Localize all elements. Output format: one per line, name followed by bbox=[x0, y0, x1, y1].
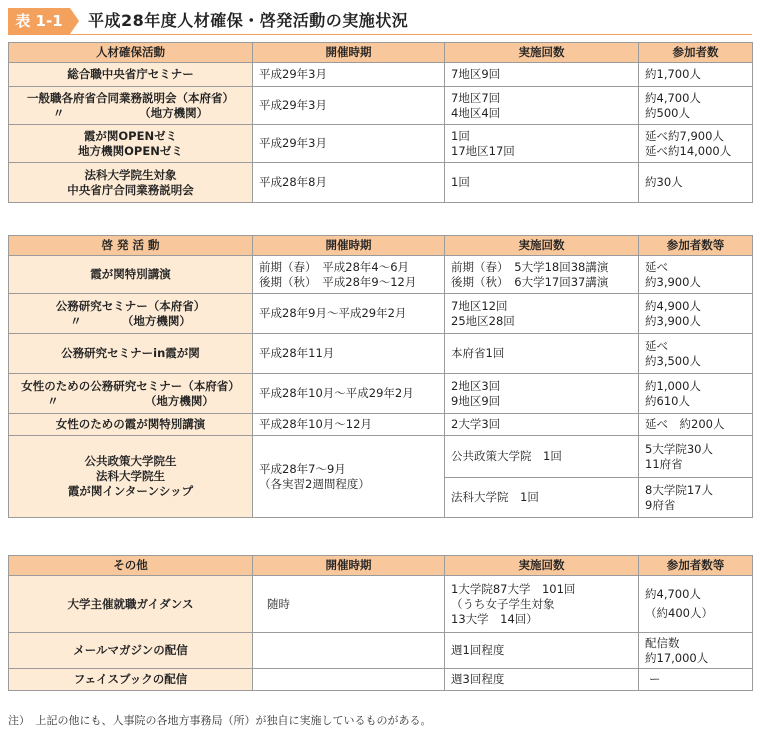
header-underline bbox=[8, 34, 752, 35]
count-cell: 1回 17地区17回 bbox=[445, 125, 639, 163]
participants-cell: 延べ 約3,900人 bbox=[639, 256, 753, 294]
activity-name: 公務研究セミナーin霞が関 bbox=[9, 334, 253, 374]
period-cell: 平成29年3月 bbox=[253, 87, 445, 125]
period-cell: 平成28年10月〜12月 bbox=[253, 414, 445, 436]
period-cell: 随時 bbox=[253, 576, 445, 633]
period-cell: 平成28年9月〜平成29年2月 bbox=[253, 294, 445, 334]
participants-cell: 約4,700人 （約400人） bbox=[639, 576, 753, 633]
count-cell: 法科大学院 1回 bbox=[445, 478, 639, 518]
table-row bbox=[9, 436, 753, 478]
table-row bbox=[9, 163, 753, 203]
participants-cell: 約4,900人 約3,900人 bbox=[639, 294, 753, 334]
table-row bbox=[9, 125, 753, 163]
col-header-count: 実施回数 bbox=[445, 236, 639, 256]
table-row bbox=[9, 334, 753, 374]
awareness-table bbox=[8, 235, 753, 518]
table-row bbox=[9, 414, 753, 436]
col-header-count: 実施回数 bbox=[445, 43, 639, 63]
table-row bbox=[9, 633, 753, 669]
participants-cell: 配信数 約17,000人 bbox=[639, 633, 753, 669]
col-header-period: 開催時期 bbox=[253, 556, 445, 576]
col-header-activity: その他 bbox=[9, 556, 253, 576]
participants-cell: 約1,700人 bbox=[639, 63, 753, 87]
col-header-participants: 参加者数等 bbox=[639, 556, 753, 576]
activity-name: 法科大学院生対象 中央省庁合同業務説明会 bbox=[9, 163, 253, 203]
activity-name: 女性のための公務研究セミナー（本府省） 〃 （地方機関） bbox=[9, 374, 253, 414]
activity-name: 公務研究セミナー（本府省） 〃 （地方機関） bbox=[9, 294, 253, 334]
activity-name: 霞が関特別講演 bbox=[9, 256, 253, 294]
footnote: 注） 上記の他にも、人事院の各地方事務局（所）が独自に実施しているものがある。 bbox=[8, 714, 432, 727]
count-cell: 1回 bbox=[445, 163, 639, 203]
count-cell: 週1回程度 bbox=[445, 633, 639, 669]
activity-name: 大学主催就職ガイダンス bbox=[9, 576, 253, 633]
period-cell: 平成28年7〜9月 （各実習2週間程度） bbox=[253, 436, 445, 518]
table-row bbox=[9, 87, 753, 125]
other-table bbox=[8, 555, 753, 691]
activity-name: 女性のための霞が関特別講演 bbox=[9, 414, 253, 436]
count-cell: 7地区12回 25地区28回 bbox=[445, 294, 639, 334]
count-cell: 7地区7回 4地区4回 bbox=[445, 87, 639, 125]
count-cell: 本府省1回 bbox=[445, 334, 639, 374]
count-cell: 公共政策大学院 1回 bbox=[445, 436, 639, 478]
activity-name: 総合職中央省庁セミナー bbox=[9, 63, 253, 87]
table-row bbox=[9, 576, 753, 633]
count-cell: 7地区9回 bbox=[445, 63, 639, 87]
col-header-activity: 人材確保活動 bbox=[9, 43, 253, 63]
participants-cell: 約30人 bbox=[639, 163, 753, 203]
activity-name: 公共政策大学院生 法科大学院生 霞が関インターンシップ bbox=[9, 436, 253, 518]
period-cell: 平成28年8月 bbox=[253, 163, 445, 203]
participants-cell: 8大学院17人 9府省 bbox=[639, 478, 753, 518]
col-header-participants: 参加者数等 bbox=[639, 236, 753, 256]
period-cell bbox=[253, 633, 445, 669]
table-row bbox=[9, 294, 753, 334]
participants-cell: 延べ 約3,500人 bbox=[639, 334, 753, 374]
period-cell: 平成28年10月〜平成29年2月 bbox=[253, 374, 445, 414]
activity-name: 霞が関OPENゼミ 地方機関OPENゼミ bbox=[9, 125, 253, 163]
count-cell: 週3回程度 bbox=[445, 669, 639, 691]
count-cell: 1大学院87大学 101回 （うち女子学生対象 13大学 14回） bbox=[445, 576, 639, 633]
period-cell: 前期（春） 平成28年4〜6月 後期（秋） 平成28年9〜12月 bbox=[253, 256, 445, 294]
table-number-tag: 表 1-1 bbox=[8, 8, 70, 34]
participants-cell: 延べ 約200人 bbox=[639, 414, 753, 436]
col-header-period: 開催時期 bbox=[253, 236, 445, 256]
recruitment-table bbox=[8, 42, 753, 203]
table-row bbox=[9, 63, 753, 87]
table-header bbox=[8, 8, 752, 34]
col-header-period: 開催時期 bbox=[253, 43, 445, 63]
period-cell bbox=[253, 669, 445, 691]
participants-cell: 延べ約7,900人 延べ約14,000人 bbox=[639, 125, 753, 163]
col-header-count: 実施回数 bbox=[445, 556, 639, 576]
participants-cell: 約1,000人 約610人 bbox=[639, 374, 753, 414]
count-cell: 2大学3回 bbox=[445, 414, 639, 436]
table-title: 平成28年度人材確保・啓発活動の実施状況 bbox=[88, 11, 409, 30]
period-cell: 平成29年3月 bbox=[253, 63, 445, 87]
count-cell: 2地区3回 9地区9回 bbox=[445, 374, 639, 414]
period-cell: 平成29年3月 bbox=[253, 125, 445, 163]
table-row bbox=[9, 256, 753, 294]
col-header-activity: 啓 発 活 動 bbox=[9, 236, 253, 256]
table-row bbox=[9, 374, 753, 414]
period-cell: 平成28年11月 bbox=[253, 334, 445, 374]
participants-cell: 約4,700人 約500人 bbox=[639, 87, 753, 125]
participants-cell: 5大学院30人 11府省 bbox=[639, 436, 753, 478]
participants-cell: ー bbox=[639, 669, 753, 691]
activity-name: フェイスブックの配信 bbox=[9, 669, 253, 691]
activity-name: 一般職各府省合同業務説明会（本府省） 〃 （地方機関） bbox=[9, 87, 253, 125]
table-row bbox=[9, 669, 753, 691]
col-header-participants: 参加者数 bbox=[639, 43, 753, 63]
activity-name: メールマガジンの配信 bbox=[9, 633, 253, 669]
count-cell: 前期（春） 5大学18回38講演 後期（秋） 6大学17回37講演 bbox=[445, 256, 639, 294]
tag-arrow-shape bbox=[70, 8, 79, 34]
